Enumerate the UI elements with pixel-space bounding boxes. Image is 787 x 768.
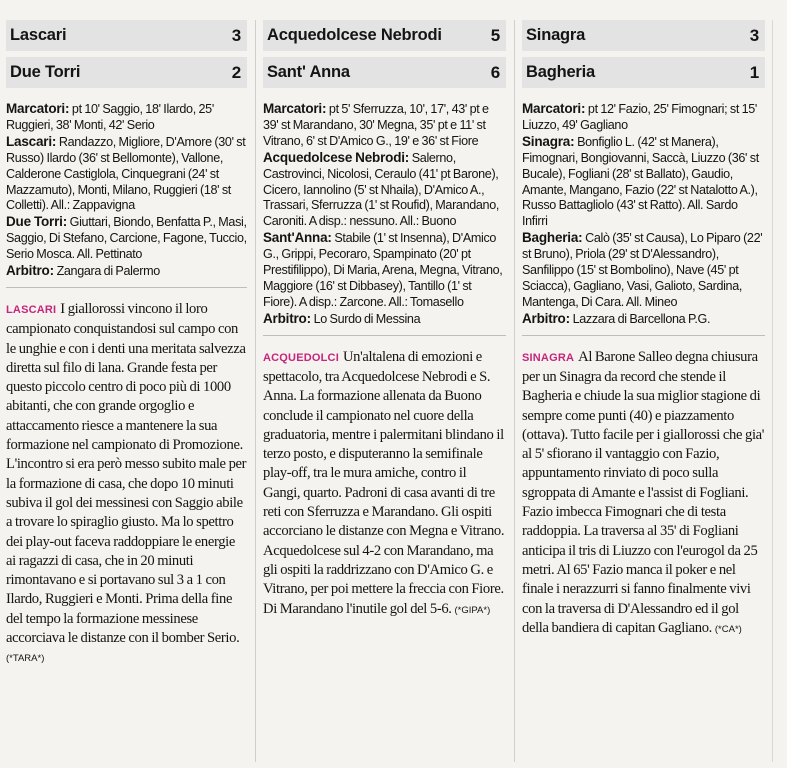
scorers-label: Marcatori:	[522, 101, 586, 116]
match-story	[263, 348, 506, 620]
away-lineup-label: Due Torri:	[6, 214, 67, 230]
section-divider	[522, 335, 765, 336]
story-text: Al Barone Salleo degna chiusura per un Sinagra da record che stende il Bagheria e chiude la sua miglior stagione di sempre come punti (40) e piazzamento (ottava). Tutto facile per i giallorossi che gia' al 5' sfiorano il vantaggio con Fazio, appuntamento rinviato di poco sulla sgroppata di Amante e l'assist di Fogliani. Fazio imbecca Fimognari che di testa raddoppia. La traversa al 35' di Fogliani anticipa il tris di Liuzzo con l'eurogol da 25 metri. Al 65' Fazio manca il poker e nel finale i nerazzurri si fanno finalmente vivi con la traversa di D'Alessandro ed il gol della bandiera di capitan Gagliano.	[522, 348, 765, 636]
home-lineup	[522, 134, 765, 230]
home-lineup-text: Salerno, Castrovinci, Nicolosi, Ceraulo (41' pt Barone), Cicero, Iannolino (5' st Nhaila), D'Amico A., Trassari, Sferruzza (1' st Roufid), Marandano, Caroniti. A disp.: nessuno. All.: Buono	[263, 150, 500, 229]
scorers-line	[263, 101, 506, 150]
away-team-score-row	[522, 57, 765, 88]
home-team-name: Acquedolcese Nebrodi	[267, 26, 442, 44]
match-column-lascari	[6, 20, 247, 768]
away-team-goals: 2	[231, 62, 241, 82]
home-lineup-label: Sinagra:	[522, 133, 575, 149]
away-team-goals: 6	[490, 62, 500, 82]
story-text: I giallorossi vincono il loro campionato conquistandosi sul campo con le unghie e con i denti una meritata salvezza diretta sul filo di lana. Grande festa per questo piccolo centro di poco più di 1000 abitanti, che con grande orgoglio e attaccamento riesce a mantenere la sua formazione nel campionato di Promozione. L'incontro si era però messo subito male per la formazione di casa, che dopo 10 minuti subiva il gol dei messinesi con Saggio abile a trovare lo spiraglio giusto. Ma lo spettro dei play-out faceva raddoppiare le energie ai ragazzi di casa, che in 20 minuti rimontavano e si portavano sul 3 a 1 con Ilardo, Ruggieri e Monti. Prima della fine del tempo la formazione messinese accorciava le distanze con il bomber Serio.	[6, 300, 247, 647]
away-lineup-text: Calò (35' st Causa), Lo Piparo (22' st Bruno), Priola (29' st D'Alessandro), Sanfilippo (15' st Bombolino), Nave (45' pt Sciacca), Gagliano, Vasi, Galioto, Sardina, Mantenga, Di Cara. All. Mineo	[522, 231, 763, 309]
home-team-goals: 5	[490, 25, 500, 45]
home-team-name: Lascari	[10, 26, 67, 44]
home-lineup-text: Bonfiglio L. (42' st Manera), Fimognari, Bongiovanni, Saccà, Liuzzo (36' st Bucale), Fogliani (28' st Ballato), Gaudio, Amante, Mangano, Fazio (22' st Natalotto A.), Russo Battagliolo (43' st Ratto). All. Sardo Infirri	[522, 134, 759, 229]
home-team-goals: 3	[231, 25, 241, 45]
referee-line	[522, 311, 765, 328]
home-team-score-row	[263, 20, 506, 51]
away-team-score-row	[6, 57, 247, 88]
scorers-label: Marcatori:	[6, 101, 70, 116]
away-team-name: Due Torri	[10, 63, 81, 81]
away-lineup-text: Stabile (1' st Insenna), D'Amico G., Grippi, Pecoraro, Spampinato (20' pt Prestifilippo), Di Maria, Arena, Megna, Vitrano, Maggiore (16' st Dibbasey), Tantillo (1' st Fiore). A disp.: Zarcone. All.: Tomasello	[263, 231, 503, 309]
scorers-text: pt 12' Fazio, 25' Fimognari; st 15' Liuzzo, 49' Gagliano	[522, 102, 757, 132]
away-team-name: Bagheria	[526, 63, 596, 81]
home-lineup-label: Lascari:	[6, 133, 57, 149]
referee-line	[6, 263, 247, 280]
scorers-label: Marcatori:	[263, 101, 327, 116]
story-tag: LASCARI	[6, 303, 57, 316]
match-story	[522, 348, 765, 639]
referee-label: Arbitro:	[522, 310, 570, 326]
home-lineup	[263, 150, 506, 231]
away-lineup-text: Giuttari, Biondo, Benfatta P., Masi, Saggio, Di Stefano, Carcione, Fagone, Tuccio, Serio Mosca. All. Pettinato	[6, 215, 247, 262]
home-team-score-row	[6, 20, 247, 51]
scorers-line	[6, 101, 247, 134]
away-team-score-row	[263, 57, 506, 88]
away-lineup	[263, 230, 506, 311]
scorers-line	[522, 101, 765, 134]
away-lineup	[6, 214, 247, 263]
referee-text: Zangara di Palermo	[56, 264, 160, 279]
scorers-text: pt 5' Sferruzza, 10', 17', 43' pt e 39' st Marandano, 30' Megna, 35' pt e 11' st Vitrano, 6' st D'Amico G., 19' e 36' st Fiore	[263, 102, 489, 148]
home-team-score-row	[522, 20, 765, 51]
match-report-table	[6, 101, 247, 280]
home-team-name: Sinagra	[526, 26, 586, 44]
story-text: Un'altalena di emozioni e spettacolo, tra Acquedolcese Nebrodi e S. Anna. La formazione allenata da Buono conclude il campionato nel cuore della graduatoria, mentre i palermitani blindano il terzo posto, e disputeranno la semifinale play-off, tra le mura amiche, contro il Gangi, quarto. Padroni di casa avanti di tre reti con Sferruzza e Marandano. Gli ospiti accorciano le distanze con Megna e Vitrano. Acquedolcese sul 4-2 con Marandano, ma gli ospiti la raddrizzano con D'Amico G. e Vitrano, per poi mettere la freccia con Fiore. Di Marandano l'inutile gol del 5-6.	[263, 348, 505, 617]
author-signature: (*CA*)	[714, 623, 742, 635]
match-column-sinagra	[522, 20, 765, 768]
away-lineup	[522, 230, 765, 311]
match-report-table	[263, 101, 506, 328]
referee-label: Arbitro:	[263, 310, 311, 326]
column-divider	[514, 20, 515, 762]
story-tag: SINAGRA	[522, 351, 575, 364]
away-team-goals: 1	[749, 62, 759, 82]
author-signature: (*GIPA*)	[454, 604, 491, 616]
section-divider	[263, 335, 506, 336]
author-signature: (*TARA*)	[6, 653, 45, 665]
away-team-name: Sant' Anna	[267, 63, 350, 81]
column-divider	[255, 20, 256, 762]
scorers-text: pt 10' Saggio, 18' Ilardo, 25' Ruggieri, 38' Monti, 42' Serio	[6, 102, 214, 132]
home-lineup	[6, 134, 247, 215]
referee-text: Lazzara di Barcellona P.G.	[572, 311, 711, 326]
referee-line	[263, 311, 506, 328]
referee-text: Lo Surdo di Messina	[313, 311, 421, 326]
home-lineup-label: Acquedolcese Nebrodi:	[263, 149, 410, 165]
home-lineup-text: Randazzo, Migliore, D'Amore (30' st Russo) Ilardo (36' st Bellomonte), Vallone, Calderone Castiglola, Cinquegrani (24' st Mazzamuto), Monti, Milano, Ruggieri (18' st Colletti). All.: Zappavigna	[6, 134, 246, 213]
away-lineup-label: Bagheria:	[522, 230, 583, 246]
referee-label: Arbitro:	[6, 263, 54, 279]
match-report-table	[522, 101, 765, 328]
story-tag: ACQUEDOLCI	[263, 351, 339, 364]
home-team-goals: 3	[749, 25, 759, 45]
column-divider	[772, 20, 773, 762]
section-divider	[6, 287, 247, 288]
away-lineup-label: Sant'Anna:	[263, 230, 332, 246]
match-column-acquedolci	[263, 20, 506, 768]
match-story	[6, 300, 247, 669]
